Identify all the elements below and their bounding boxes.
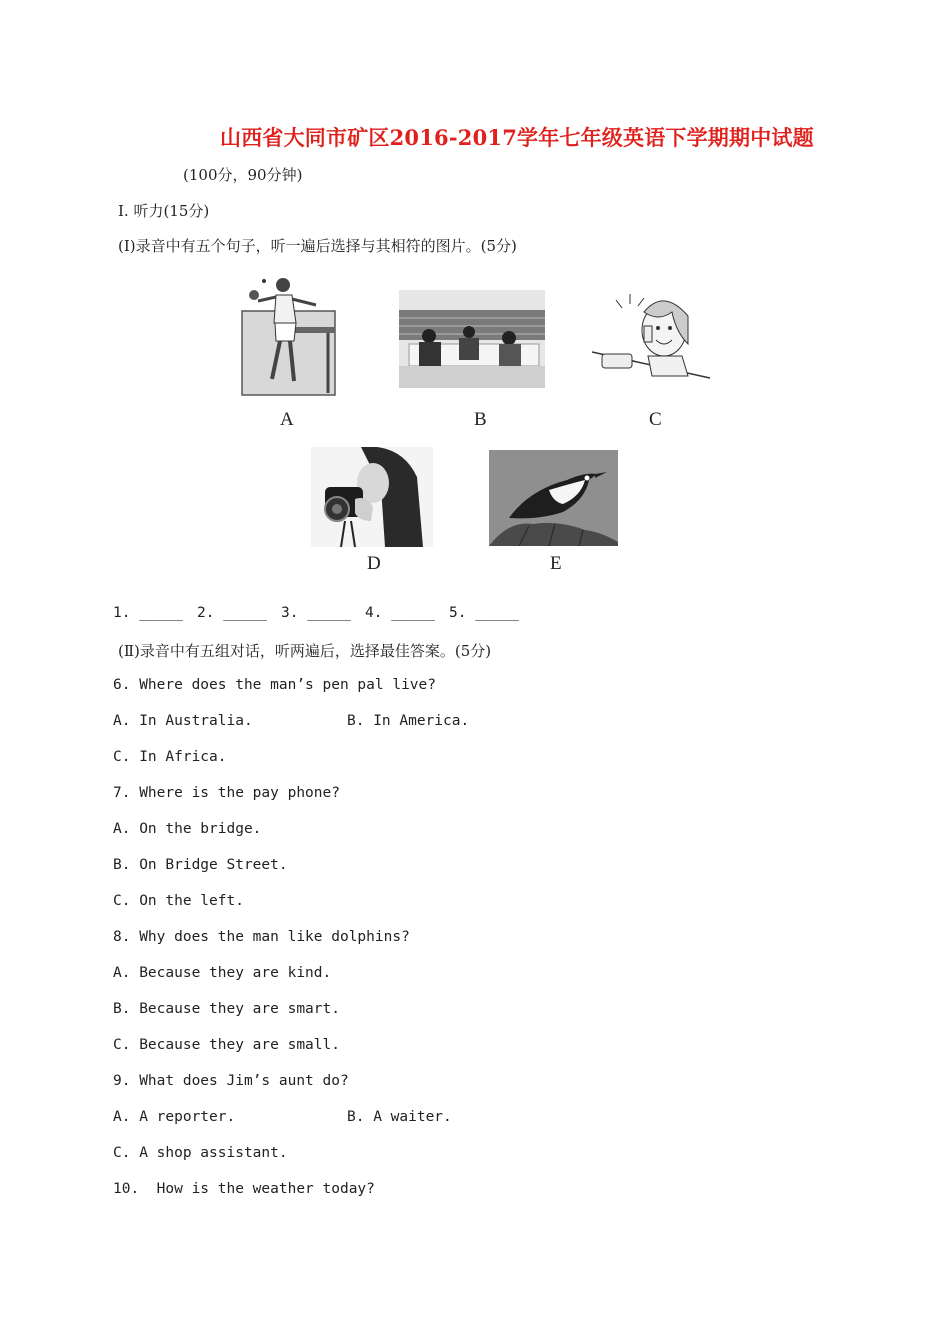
question-8: 8. Why does the man like dolphins? bbox=[113, 929, 410, 945]
option-6c: C. In Africa. bbox=[113, 749, 227, 765]
question-6: 6. Where does the man’s pen pal live? bbox=[113, 677, 437, 693]
answer-blank-4: 4. _____ bbox=[365, 605, 435, 621]
girl-with-camera-icon bbox=[311, 447, 433, 547]
option-9a: A. A reporter. bbox=[113, 1109, 236, 1125]
option-7c: C. On the left. bbox=[113, 893, 244, 909]
option-8b: B. Because they are smart. bbox=[113, 1001, 340, 1017]
option-7b: B. On Bridge Street. bbox=[113, 857, 288, 873]
picture-label-a: A bbox=[280, 409, 294, 430]
option-6a: A. In Australia. bbox=[113, 713, 253, 729]
answer-blank-3: 3. _____ bbox=[281, 605, 351, 621]
picture-label-b: B bbox=[474, 409, 487, 430]
score-time: (100分，90分钟) bbox=[183, 166, 303, 184]
question-9: 9. What does Jim’s aunt do? bbox=[113, 1073, 349, 1089]
page-title: 山西省大同市矿区2016-2017学年七年级英语下学期期中试题 bbox=[220, 125, 814, 150]
answer-blank-1: 1. _____ bbox=[113, 605, 183, 621]
bird-icon bbox=[489, 450, 618, 546]
option-7a: A. On the bridge. bbox=[113, 821, 262, 837]
option-8c: C. Because they are small. bbox=[113, 1037, 340, 1053]
question-7: 7. Where is the pay phone? bbox=[113, 785, 340, 801]
picture-label-e: E bbox=[550, 553, 562, 574]
question-10: 10. How is the weather today? bbox=[113, 1181, 375, 1197]
library-students-icon bbox=[399, 290, 545, 388]
option-9b: B. A waiter. bbox=[347, 1109, 452, 1125]
girl-on-phone-icon bbox=[592, 292, 710, 382]
answer-blank-2: 2. _____ bbox=[197, 605, 267, 621]
option-6b: B. In America. bbox=[347, 713, 470, 729]
option-8a: A. Because they are kind. bbox=[113, 965, 332, 981]
part2-instruction: (Ⅱ)录音中有五组对话，听两遍后，选择最佳答案。(5分) bbox=[118, 642, 492, 660]
option-9c: C. A shop assistant. bbox=[113, 1145, 288, 1161]
part1-instruction: (Ⅰ)录音中有五个句子，听一遍后选择与其相符的图片。(5分) bbox=[118, 237, 517, 255]
picture-label-d: D bbox=[367, 553, 381, 574]
picture-label-c: C bbox=[649, 409, 662, 430]
ping-pong-player-icon bbox=[240, 275, 337, 397]
section-heading: Ⅰ. 听力(15分) bbox=[118, 202, 210, 220]
answer-blank-5: 5. _____ bbox=[449, 605, 519, 621]
